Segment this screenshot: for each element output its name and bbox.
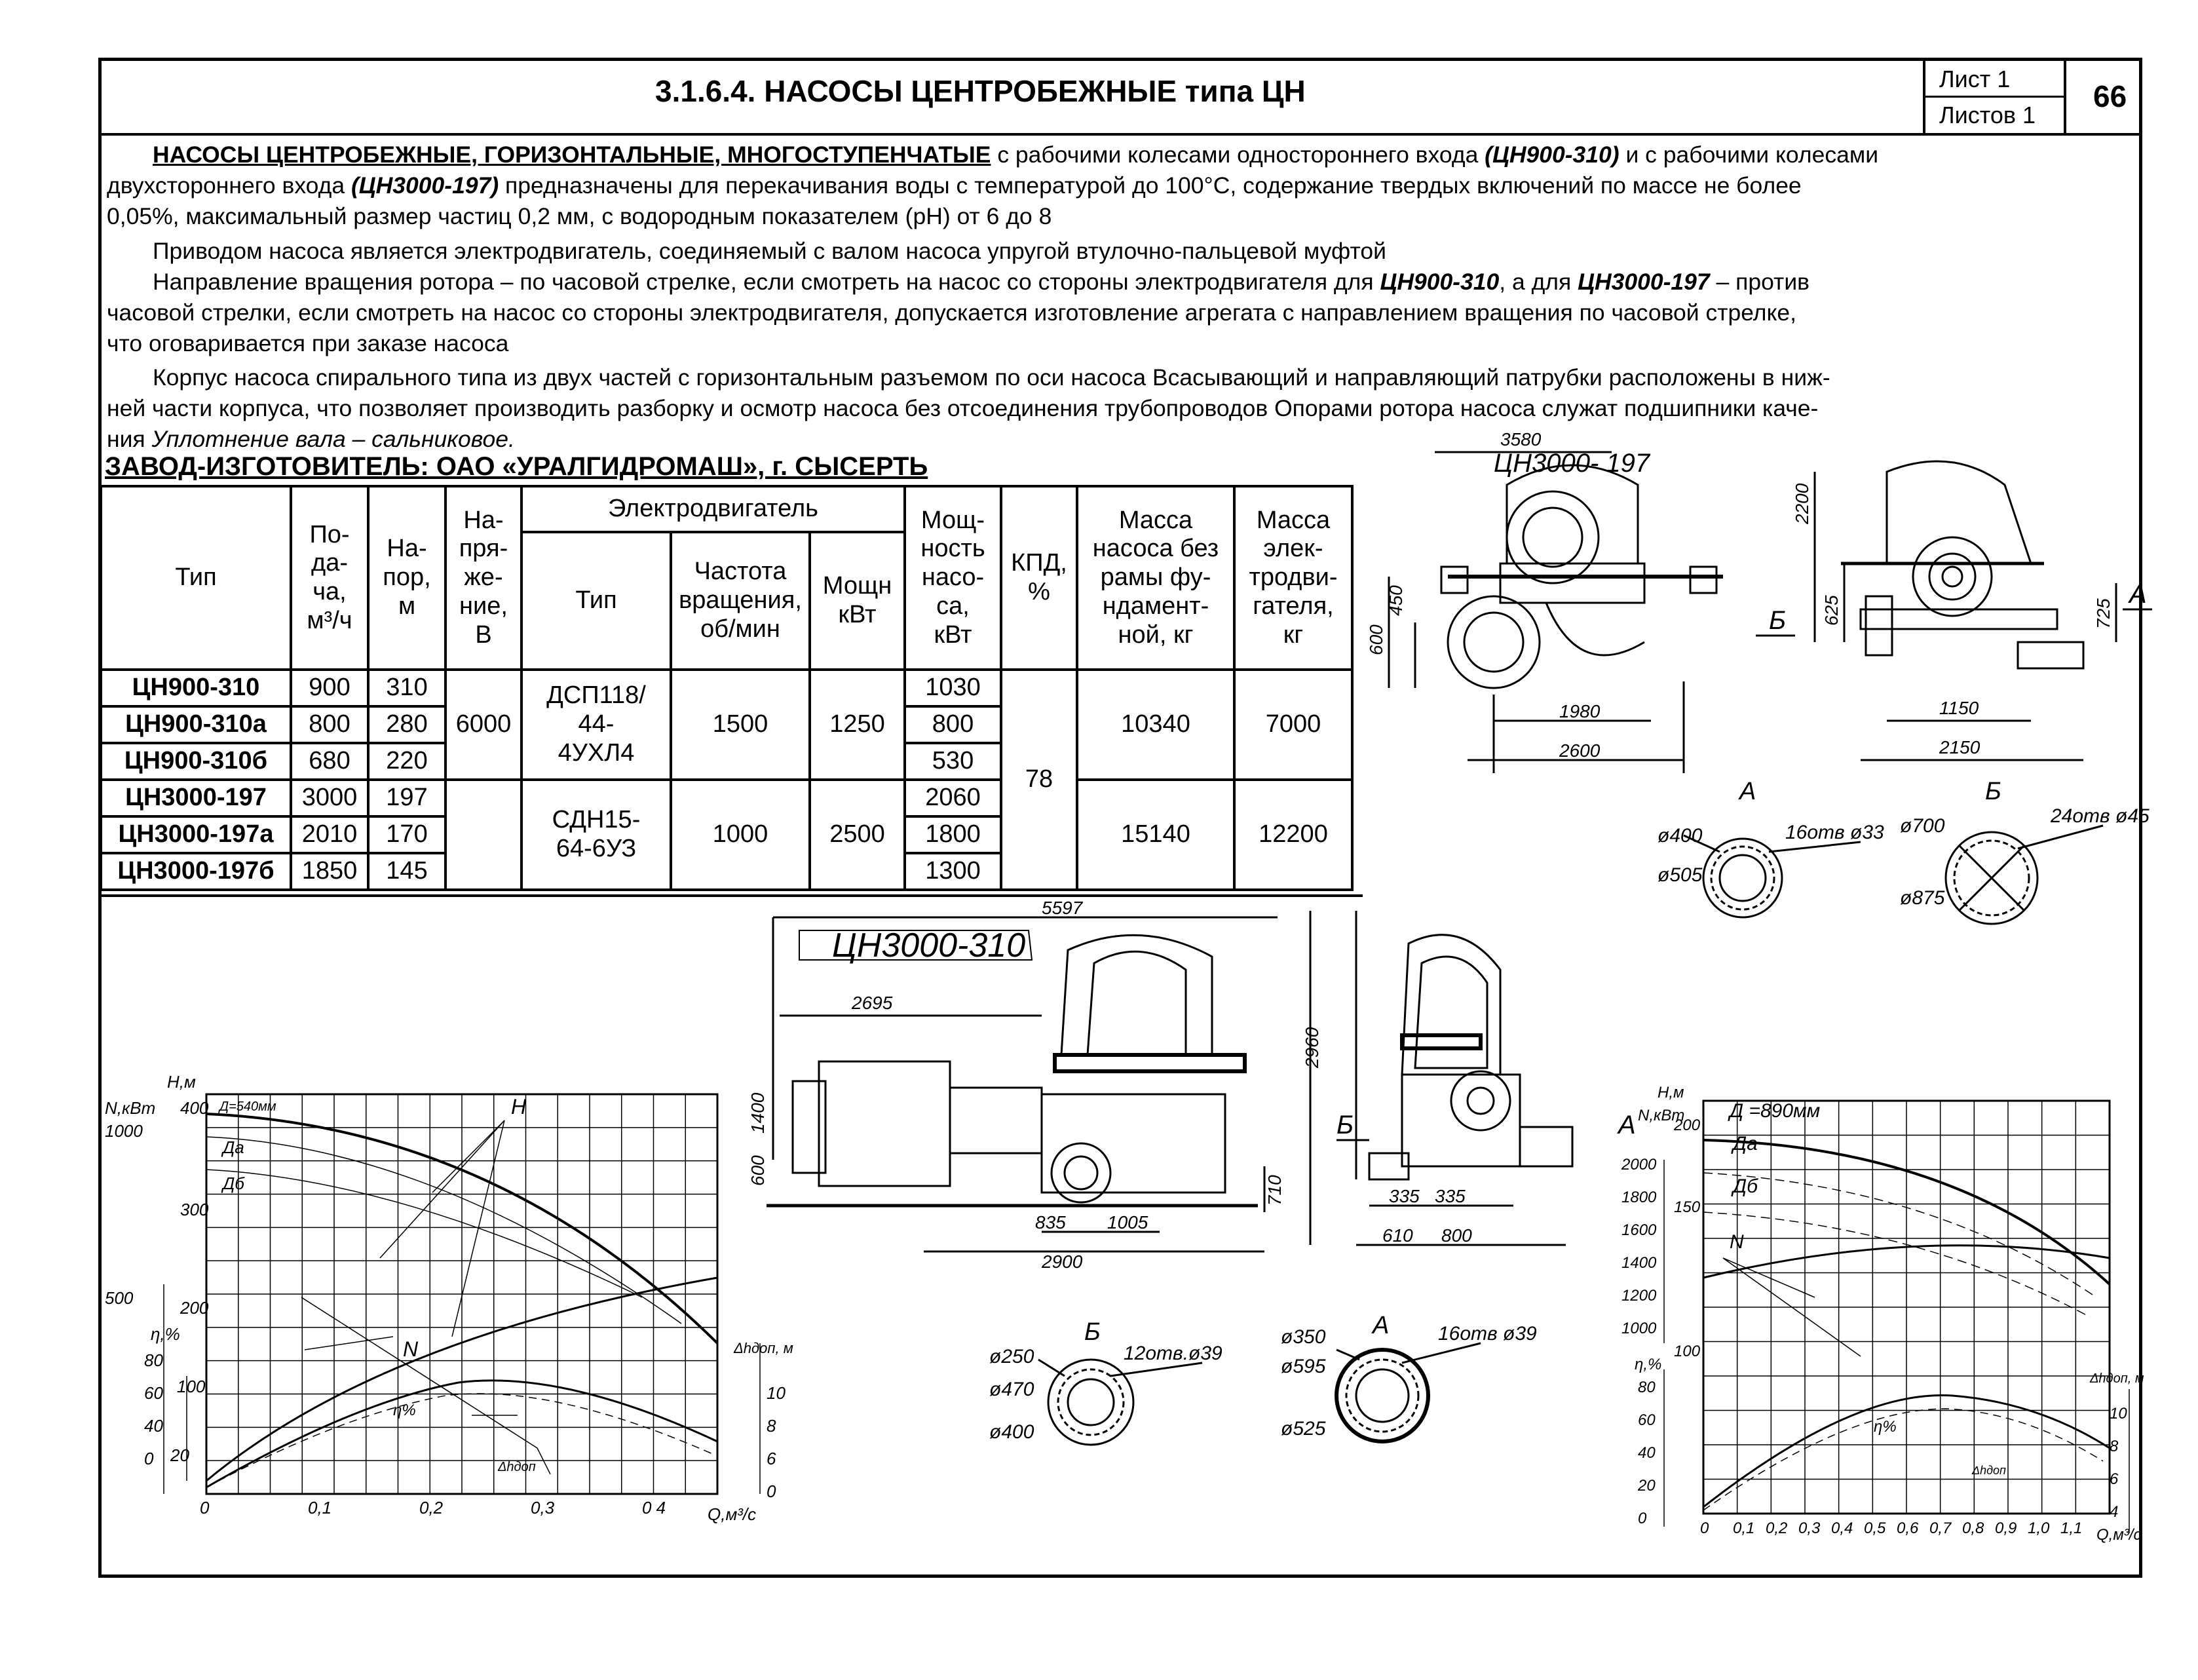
left-power-tick-500: 500 <box>105 1288 134 1308</box>
left-curve-npsh: Δhдоп <box>498 1460 536 1474</box>
dim-835: 835 <box>1035 1212 1066 1232</box>
right-curve-npsh: Δhдоп <box>1972 1464 2006 1477</box>
table-cell-voltage-empty <box>445 780 521 890</box>
right-y-head-label: Н,м <box>1658 1084 1684 1101</box>
header-divider <box>98 133 2142 136</box>
left-eff-tick-0: 0 <box>144 1449 154 1468</box>
dim-335-b: 335 <box>1435 1186 1466 1206</box>
flange-b-mid-d3: ø400 <box>989 1421 1034 1443</box>
right-y-npsh-label: Δhдоп, м <box>2090 1371 2144 1386</box>
product-lead: НАСОСЫ ЦЕНТРОБЕЖНЫЕ, ГОРИЗОНТАЛЬНЫЕ, МНОГОСТУПЕНЧАТЫЕ <box>153 142 991 168</box>
table-cell-head: 280 <box>368 706 445 743</box>
flange-b-mid-d1: ø250 <box>989 1346 1034 1367</box>
left-eff-tick-60: 60 <box>144 1383 163 1403</box>
table-cell-pump-power: 1030 <box>905 670 1001 706</box>
table-cell-speed: 1500 <box>671 670 810 780</box>
table-cell-pump-mass: 10340 <box>1077 670 1234 780</box>
para-text: и с рабочими колесами <box>1619 142 1879 168</box>
dim-800: 800 <box>1441 1225 1472 1246</box>
left-npsh-tick-6: 6 <box>767 1449 776 1468</box>
side-view-a-label: А <box>1618 1111 1636 1139</box>
left-head-tick-300: 300 <box>180 1200 209 1219</box>
description-para-3-line-1 <box>107 267 2177 297</box>
left-x-tick-1: 0,1 <box>308 1498 332 1518</box>
right-eff-tick-0: 0 <box>1638 1510 1647 1527</box>
right-x-tick-0: 0 <box>1700 1519 1709 1537</box>
flange-a-top-holes: 16отв ø33 <box>1785 822 1884 843</box>
table-bottom-rule <box>98 894 1363 897</box>
flange-a-mid-d2: ø595 <box>1281 1356 1326 1377</box>
dim-610: 610 <box>1382 1225 1413 1246</box>
right-npsh-tick-8: 8 <box>2110 1438 2119 1455</box>
right-x-tick-2: 0,2 <box>1766 1519 1788 1537</box>
left-y-head-label: Н,м <box>167 1072 196 1092</box>
dim-2600: 2600 <box>1559 740 1601 761</box>
table-cell-head: 197 <box>368 780 445 816</box>
right-x-tick-5: 0,5 <box>1864 1519 1886 1537</box>
dim-2960: 2960 <box>1302 1027 1322 1068</box>
left-d-b: Дб <box>223 1174 244 1193</box>
right-d-main: Д =890мм <box>1730 1100 1821 1122</box>
right-chart-grid <box>1703 1101 2110 1514</box>
table-cell-motor-mass: 12200 <box>1234 780 1352 890</box>
top-model-label: ЦН3000- 197 <box>1494 449 1650 478</box>
table-cell-type: ЦН900-310б <box>101 743 291 780</box>
right-x-tick-4: 0,4 <box>1831 1519 1853 1537</box>
table-cell-head: 220 <box>368 743 445 780</box>
header-type: Тип <box>101 486 291 670</box>
description-para-1-line-3: 0,05%, максимальный размер частиц 0,2 мм, с водородным показателем (рН) от 6 до 8 <box>107 203 1052 229</box>
table-cell-motor-type: ДСП118/ 44- 4УХЛ4 <box>521 670 671 780</box>
view-b-label: Б <box>1769 606 1787 635</box>
table-cell-speed: 1000 <box>671 780 810 890</box>
dim-1005: 1005 <box>1107 1212 1148 1232</box>
table-cell-type: ЦН900-310 <box>101 670 291 706</box>
sheet-label: Лист 1 <box>1939 66 2011 92</box>
right-power-tick-1600: 1600 <box>1621 1221 1657 1239</box>
header-speed: Частота вращения, об/мин <box>671 532 810 670</box>
model-name: ЦН3000-197 <box>1578 269 1710 295</box>
table-cell-voltage: 6000 <box>445 670 521 780</box>
page-title: 3.1.6.4. НАСОСЫ ЦЕНТРОБЕЖНЫЕ типа ЦН <box>655 74 1306 108</box>
left-y-eff-label: η,% <box>151 1324 180 1344</box>
left-d-a: Да <box>223 1137 244 1157</box>
dim-335-a: 335 <box>1389 1186 1420 1206</box>
flange-b-top-d1: ø700 <box>1900 815 1945 837</box>
table-cell-flow: 2010 <box>291 816 368 853</box>
manufacturer-heading: ЗАВОД-ИЗГОТОВИТЕЛЬ: ОАО «УРАЛГИДРОМАШ», г. СЫСЕРТЬ <box>105 452 928 481</box>
right-y-power-label: N,кВт <box>1638 1107 1685 1124</box>
right-x-tick-11: 1,1 <box>2060 1519 2083 1537</box>
table-cell-head: 145 <box>368 853 445 890</box>
description-para-4-line-1: Корпус насоса спирального типа из двух частей с горизонтальным разъемом по оси насоса Всасывающий и направляющий патрубки расположены в ниж- <box>153 364 1830 391</box>
left-power-tick-1000: 1000 <box>105 1121 143 1141</box>
spec-table <box>100 485 1354 891</box>
pump-unit-drawing <box>748 898 1297 1278</box>
dim-600-mid: 600 <box>748 1155 768 1186</box>
view-a-label: А <box>2129 580 2147 609</box>
dim-2900: 2900 <box>1042 1251 1083 1272</box>
right-curve-n: N <box>1730 1231 1744 1253</box>
left-performance-chart <box>105 1061 832 1533</box>
right-x-tick-10: 1,0 <box>2028 1519 2050 1537</box>
model-name: (ЦН900-310) <box>1485 142 1620 168</box>
left-npsh-tick-8: 8 <box>767 1416 776 1436</box>
table-cell-efficiency: 78 <box>1001 670 1077 890</box>
left-x-label: Q,м³/с <box>708 1504 757 1524</box>
table-cell-type: ЦН900-310а <box>101 706 291 743</box>
right-head-tick-200: 200 <box>1674 1117 1701 1134</box>
flange-a-mid-holes: 16отв ø39 <box>1438 1323 1537 1345</box>
header-voltage: На- пря- же- ние, В <box>445 486 521 670</box>
model-name: ЦН900-310 <box>1380 269 1500 295</box>
header-head: На- пор, м <box>368 486 445 670</box>
table-cell-motor-power: 2500 <box>810 780 905 890</box>
right-npsh-tick-6: 6 <box>2110 1470 2119 1488</box>
flange-a-mid-label: А <box>1373 1312 1390 1339</box>
dim-450: 450 <box>1386 585 1406 616</box>
table-cell-motor-type: СДН15- 64-6УЗ <box>521 780 671 890</box>
right-eff-tick-40: 40 <box>1638 1444 1656 1462</box>
flange-b-mid-d2: ø470 <box>989 1379 1034 1400</box>
flange-b-top-holes: 24отв ø45 <box>2051 805 2150 827</box>
flange-b-top-d2: ø875 <box>1900 887 1945 909</box>
left-curve-n: N <box>403 1337 419 1361</box>
right-x-tick-7: 0,7 <box>1929 1519 1952 1537</box>
para-text: предназначены для перекачивания воды с температурой до 100°С, содержание твердых включений по массе не более <box>499 172 1802 199</box>
left-curve-eff: η% <box>393 1402 416 1419</box>
description-para-1-line-2 <box>107 170 2131 201</box>
right-x-tick-6: 0,6 <box>1897 1519 1919 1537</box>
para-text: , а для <box>1499 269 1578 295</box>
right-power-tick-2000: 2000 <box>1621 1156 1657 1174</box>
left-x-tick-3: 0,3 <box>531 1498 555 1518</box>
right-head-tick-150: 150 <box>1674 1198 1701 1216</box>
right-head-tick-100: 100 <box>1674 1343 1701 1360</box>
table-cell-motor-mass: 7000 <box>1234 670 1352 780</box>
left-eff-tick-40: 40 <box>144 1416 163 1436</box>
right-x-tick-3: 0,3 <box>1798 1519 1821 1537</box>
table-cell-pump-mass: 15140 <box>1077 780 1234 890</box>
right-power-tick-1800: 1800 <box>1621 1189 1657 1206</box>
dim-1150: 1150 <box>1939 698 1979 718</box>
table-cell-type: ЦН3000-197а <box>101 816 291 853</box>
header-sheet-midline <box>1923 96 2065 98</box>
table-cell-motor-power: 1250 <box>810 670 905 780</box>
left-y-npsh-label: Δhдоп, м <box>734 1340 793 1356</box>
left-head-tick-400: 400 <box>180 1098 209 1118</box>
flange-b-mid-label: Б <box>1084 1318 1101 1346</box>
flange-b-mid-holes: 12отв.ø39 <box>1124 1343 1222 1364</box>
right-power-tick-1400: 1400 <box>1621 1254 1657 1272</box>
right-npsh-tick-10: 10 <box>2110 1405 2127 1422</box>
dim-2695: 2695 <box>852 993 893 1013</box>
left-npsh-tick-0: 0 <box>767 1481 776 1501</box>
description-para-1-line-1 <box>107 140 2177 170</box>
flange-a-mid-d1: ø350 <box>1281 1326 1326 1348</box>
header-flow: По- да- ча, м³/ч <box>291 486 368 670</box>
header-pump-mass: Масса насоса без рамы фу- ндамент- ной, кг <box>1077 486 1234 670</box>
flange-b-mid-drawing <box>986 1318 1248 1468</box>
right-performance-chart <box>1592 1081 2142 1553</box>
left-eff2-tick-100: 100 <box>177 1377 206 1396</box>
right-eff-tick-60: 60 <box>1638 1411 1656 1429</box>
dim-2150: 2150 <box>1939 737 1980 757</box>
table-cell-pump-power: 1800 <box>905 816 1001 853</box>
table-cell-flow: 900 <box>291 670 368 706</box>
sheets-count-label: Листов 1 <box>1939 102 2036 128</box>
para-text: Направление вращения ротора – по часовой стрелке, если смотреть на насос со стороны электродвигателя для <box>153 269 1380 295</box>
table-cell-type: ЦН3000-197 <box>101 780 291 816</box>
left-x-tick-4: 0 4 <box>642 1498 666 1518</box>
table-cell-pump-power: 530 <box>905 743 1001 780</box>
dim-1980: 1980 <box>1559 701 1601 721</box>
flange-a-mid-drawing <box>1278 1310 1540 1468</box>
flange-a-top-d1: ø400 <box>1658 825 1703 847</box>
header-motor: Электродвигатель <box>521 486 905 532</box>
dim-3580: 3580 <box>1500 429 1542 449</box>
dim-2200: 2200 <box>1792 483 1812 524</box>
seal-note: Уплотнение вала – сальниковое. <box>151 426 515 452</box>
table-cell-head: 310 <box>368 670 445 706</box>
para-text: – против <box>1709 269 1810 295</box>
right-npsh-tick-4: 4 <box>2110 1503 2119 1521</box>
right-x-tick-8: 0,8 <box>1962 1519 1984 1537</box>
middle-model-label: ЦН3000-310 <box>832 926 1026 964</box>
dim-725: 725 <box>2093 598 2113 629</box>
right-x-tick-1: 0,1 <box>1733 1519 1755 1537</box>
left-eff-tick-80: 80 <box>144 1350 163 1370</box>
table-cell-flow: 1850 <box>291 853 368 890</box>
right-curve-eff: η% <box>1874 1418 1897 1436</box>
left-x-tick-2: 0,2 <box>419 1498 444 1518</box>
table-cell-pump-power: 2060 <box>905 780 1001 816</box>
flange-a-top-label: А <box>1739 778 1756 805</box>
flange-a-top-drawing <box>1644 780 1893 930</box>
left-eff-tick-20: 20 <box>170 1445 189 1465</box>
right-y-eff-label: η,% <box>1635 1356 1662 1373</box>
right-x-tick-9: 0,9 <box>1995 1519 2017 1537</box>
left-head-tick-200: 200 <box>180 1298 209 1318</box>
table-cell-flow: 3000 <box>291 780 368 816</box>
dim-1400-label: 1400 <box>748 1092 768 1134</box>
table-cell-type: ЦН3000-197б <box>101 853 291 890</box>
dim-625: 625 <box>1821 595 1842 626</box>
para-text: с рабочими колесами одностороннего входа <box>991 142 1485 168</box>
right-power-tick-1000: 1000 <box>1621 1320 1657 1337</box>
description-para-4-line-2: ней части корпуса, что позволяет производить разборку и осмотр насоса без отсоединения трубопроводов Опорами ротора насоса служат подшипники каче- <box>107 395 1819 421</box>
right-x-label: Q,м³/с <box>2096 1526 2142 1544</box>
table-cell-head: 170 <box>368 816 445 853</box>
header-efficiency: КПД, % <box>1001 486 1077 670</box>
right-power-tick-1200: 1200 <box>1621 1287 1657 1305</box>
table-cell-flow: 800 <box>291 706 368 743</box>
flange-a-top-d2: ø505 <box>1658 864 1703 886</box>
table-cell-flow: 680 <box>291 743 368 780</box>
description-para-3-line-2: часовой стрелки, если смотреть на насос со стороны электродвигателя, допускается изготовление агрегата с направлением вращения по часовой стрелке, <box>107 299 1797 326</box>
right-eff-tick-80: 80 <box>1638 1379 1656 1396</box>
table-cell-pump-power: 800 <box>905 706 1001 743</box>
header-motor-mass: Масса элек- тродви- гателя, кг <box>1234 486 1352 670</box>
right-d-a: Да <box>1733 1133 1758 1155</box>
para-text: двухстороннего входа <box>107 172 351 199</box>
para-text: ния <box>107 426 152 452</box>
left-x-tick-0: 0 <box>200 1498 210 1518</box>
right-eff-tick-20: 20 <box>1638 1477 1656 1495</box>
left-npsh-tick-10: 10 <box>767 1383 786 1403</box>
description-para-2: Приводом насоса является электродвигатель, соединяемый с валом насоса упругой втулочно-пальцевой муфтой <box>153 238 1386 264</box>
side-view-b-label: Б <box>1336 1111 1354 1139</box>
model-name: (ЦН3000-197) <box>351 172 499 199</box>
header-motor-power: Мощн кВт <box>810 532 905 670</box>
flange-a-mid-d3: ø525 <box>1281 1418 1326 1440</box>
dim-600: 600 <box>1366 624 1386 655</box>
dim-710: 710 <box>1264 1175 1285 1206</box>
dim-5597: 5597 <box>1042 898 1083 918</box>
description-para-3-line-3: что оговаривается при заказе насоса <box>107 330 509 356</box>
header-motor-type: Тип <box>521 532 671 670</box>
table-cell-pump-power: 1300 <box>905 853 1001 890</box>
left-d-main: Д=540мм <box>219 1099 276 1114</box>
right-d-b: Дб <box>1733 1175 1758 1197</box>
flange-b-top-label: Б <box>1985 778 2001 805</box>
left-curve-h: Н <box>511 1095 527 1118</box>
page-number: 66 <box>2093 79 2127 113</box>
flange-b-top-drawing <box>1887 778 2150 937</box>
left-y-power-label: N,кВт <box>105 1098 156 1118</box>
header-pump-power: Мощ- ность насо- са, кВт <box>905 486 1001 670</box>
